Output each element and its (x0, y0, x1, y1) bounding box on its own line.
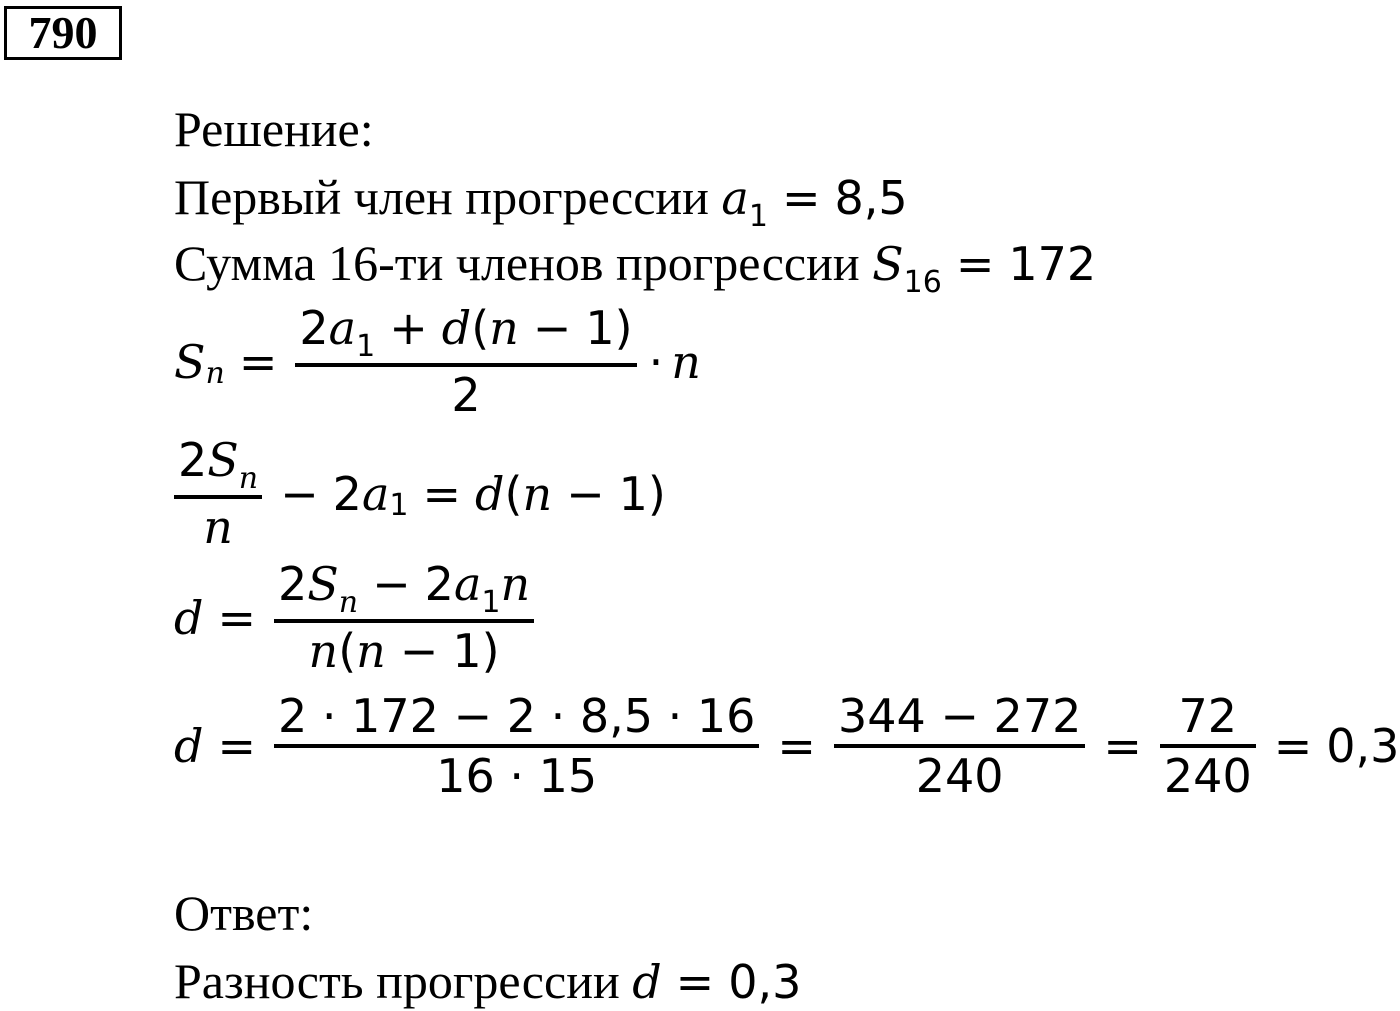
sum-var: S (872, 237, 904, 291)
d-fraction (274, 556, 534, 680)
first-term-eq: = (781, 171, 821, 225)
answer-eq: = (675, 955, 715, 1009)
rearranged-formula: $\frac{2S_n}{n}$ − 2 a 1 = d ( n − 1 ) (174, 432, 666, 555)
sum-formula (174, 300, 701, 423)
calc-frac1-den: 16 · 15 (436, 749, 598, 803)
answer-var: d (632, 955, 662, 1009)
answer-value: 0,3 (728, 955, 802, 1009)
sn-times: · (648, 334, 664, 389)
calc-fraction-2 (834, 688, 1085, 804)
rearranged-numerator: $2S_n$ (178, 433, 259, 496)
first-term-var: a (721, 171, 749, 225)
calc-frac3-num: 72 (1178, 689, 1238, 743)
rearranged-fraction (174, 432, 262, 555)
sum-value: 172 (1008, 237, 1097, 291)
calc-eq-1: = (217, 719, 256, 773)
sn-denominator: 2 (451, 368, 481, 422)
d-formula (174, 556, 538, 680)
answer-text: Разность прогрессии (174, 953, 620, 1009)
sn-fraction (295, 300, 636, 423)
calc-frac1-num: 2 · 172 − 2 · 8,5 · 16 (278, 689, 756, 743)
calc-lhs: d (174, 719, 204, 773)
answer-line (174, 953, 802, 1009)
sum-eq: = (955, 237, 995, 291)
first-term-value: 8,5 (834, 171, 908, 225)
calc-frac2-num: 344 − 272 (837, 689, 1082, 743)
sn-numerator: $2a_1 + d(n - 1)$ (299, 301, 633, 364)
calculation (174, 688, 1399, 804)
first-term-line (174, 169, 908, 234)
d-numerator: $2S_n - 2a_1n$ (278, 557, 531, 620)
calc-frac2-den: 240 (915, 749, 1004, 803)
sn-tail: n (671, 334, 701, 389)
calc-frac3-den: 240 (1163, 749, 1252, 803)
sum-line (174, 235, 1097, 300)
d-denominator: n(n − 1) (308, 624, 500, 678)
rearranged-denominator: n (203, 500, 233, 554)
calc-fraction-1 (274, 688, 759, 804)
solution-label: Решение: (174, 101, 374, 157)
calc-eq-3: = (1103, 719, 1142, 773)
sum-text: Сумма 16-ти членов прогрессии (174, 235, 860, 291)
calc-fraction-3 (1160, 688, 1256, 804)
calc-eq-4: = (1273, 719, 1313, 773)
first-term-sub: 1 (748, 199, 768, 234)
d-eq: = (217, 591, 256, 645)
calc-eq-2: = (777, 719, 816, 773)
sn-var: S (174, 334, 206, 389)
calc-result: 0,3 (1326, 719, 1400, 773)
problem-number: 790 (4, 6, 122, 60)
sum-sub: 16 (903, 265, 942, 300)
sn-eq: = (238, 334, 278, 389)
sn-sub: n (205, 356, 225, 391)
first-term-text: Первый член прогрессии (174, 169, 709, 225)
d-lhs: d (174, 591, 204, 645)
answer-label: Ответ: (174, 885, 314, 941)
